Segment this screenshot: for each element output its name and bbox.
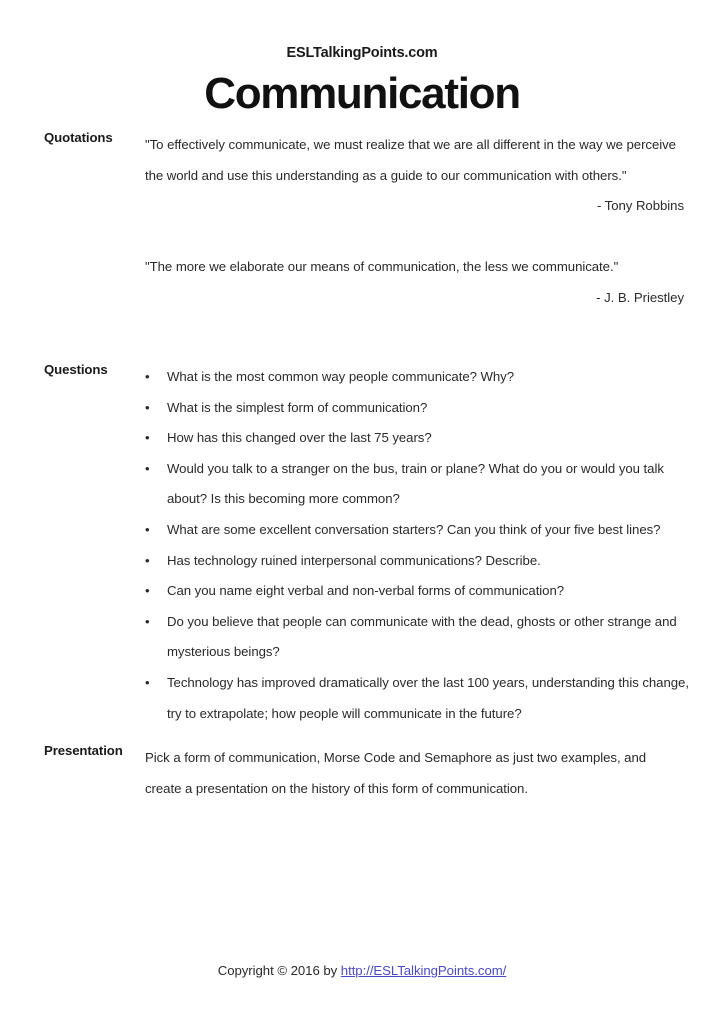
list-item bbox=[145, 607, 693, 668]
page-title: Communication bbox=[204, 69, 520, 118]
bullet-icon: • bbox=[145, 613, 150, 629]
quotations-body bbox=[145, 130, 684, 314]
quotation-text: "The more we elaborate our means of communication, the less we communicate." bbox=[145, 259, 619, 275]
bullet-icon: • bbox=[145, 430, 150, 446]
bullet-icon: • bbox=[145, 583, 150, 599]
bullet-icon: • bbox=[145, 674, 150, 690]
questions-list bbox=[145, 362, 693, 729]
quotation-text: "To effectively communicate, we must realize that we are all different in the way we perceive the world and use this understanding as a guide to our communication with others." bbox=[145, 137, 676, 183]
question-text: What are some excellent conversation starters? Can you think of your five best lines? bbox=[167, 521, 661, 537]
questions-section bbox=[44, 362, 689, 729]
bullet-icon: • bbox=[145, 521, 150, 537]
quotations-section bbox=[44, 130, 684, 314]
list-item bbox=[145, 423, 693, 454]
question-text: Do you believe that people can communicate with the dead, ghosts or other strange and mysterious beings? bbox=[167, 613, 677, 660]
bullet-icon: • bbox=[145, 369, 150, 384]
questions-label: Questions bbox=[44, 362, 108, 377]
list-item bbox=[145, 454, 693, 515]
presentation-body bbox=[145, 743, 684, 804]
website-link[interactable]: http://ESLTalkingPoints.com/ bbox=[340, 963, 507, 978]
list-item bbox=[145, 393, 693, 424]
presentation-text: Pick a form of communication, Morse Code and Semaphore as just two examples, and create a presentation on the history of this form of communication. bbox=[145, 750, 647, 796]
list-item bbox=[145, 576, 693, 607]
quotation-attribution: - Tony Robbins bbox=[596, 198, 684, 214]
presentation-section bbox=[44, 743, 684, 804]
list-item bbox=[145, 515, 693, 546]
footer bbox=[0, 963, 724, 978]
bullet-icon: • bbox=[145, 460, 150, 476]
list-item bbox=[145, 668, 693, 729]
question-text: Technology has improved dramatically over the last 100 years, understanding this change, try to extrapolate; how people will communicate in the future? bbox=[167, 674, 689, 721]
list-item bbox=[145, 546, 693, 577]
presentation-label: Presentation bbox=[44, 743, 123, 758]
question-text: Would you talk to a stranger on the bus, train or plane? What do you or would you talk about? Is this becoming more common? bbox=[167, 460, 664, 507]
quotation-attribution: - J. B. Priestley bbox=[596, 289, 684, 305]
bullet-icon: • bbox=[145, 399, 150, 415]
question-text: What is the simplest form of communication? bbox=[167, 399, 428, 415]
questions-body bbox=[145, 362, 693, 729]
copyright-text: Copyright © 2016 by bbox=[217, 963, 341, 978]
site-name: ESLTalkingPoints.com bbox=[286, 45, 438, 61]
bullet-icon: • bbox=[145, 552, 150, 568]
quotations-label: Quotations bbox=[44, 130, 113, 145]
quotations-spacer bbox=[145, 222, 684, 253]
question-text: Can you name eight verbal and non-verbal forms of communication? bbox=[167, 583, 565, 599]
list-item bbox=[145, 362, 693, 393]
question-text: What is the most common way people communicate? Why? bbox=[167, 369, 515, 384]
question-text: Has technology ruined interpersonal communications? Describe. bbox=[167, 552, 541, 568]
question-text: How has this changed over the last 75 years? bbox=[167, 430, 432, 446]
